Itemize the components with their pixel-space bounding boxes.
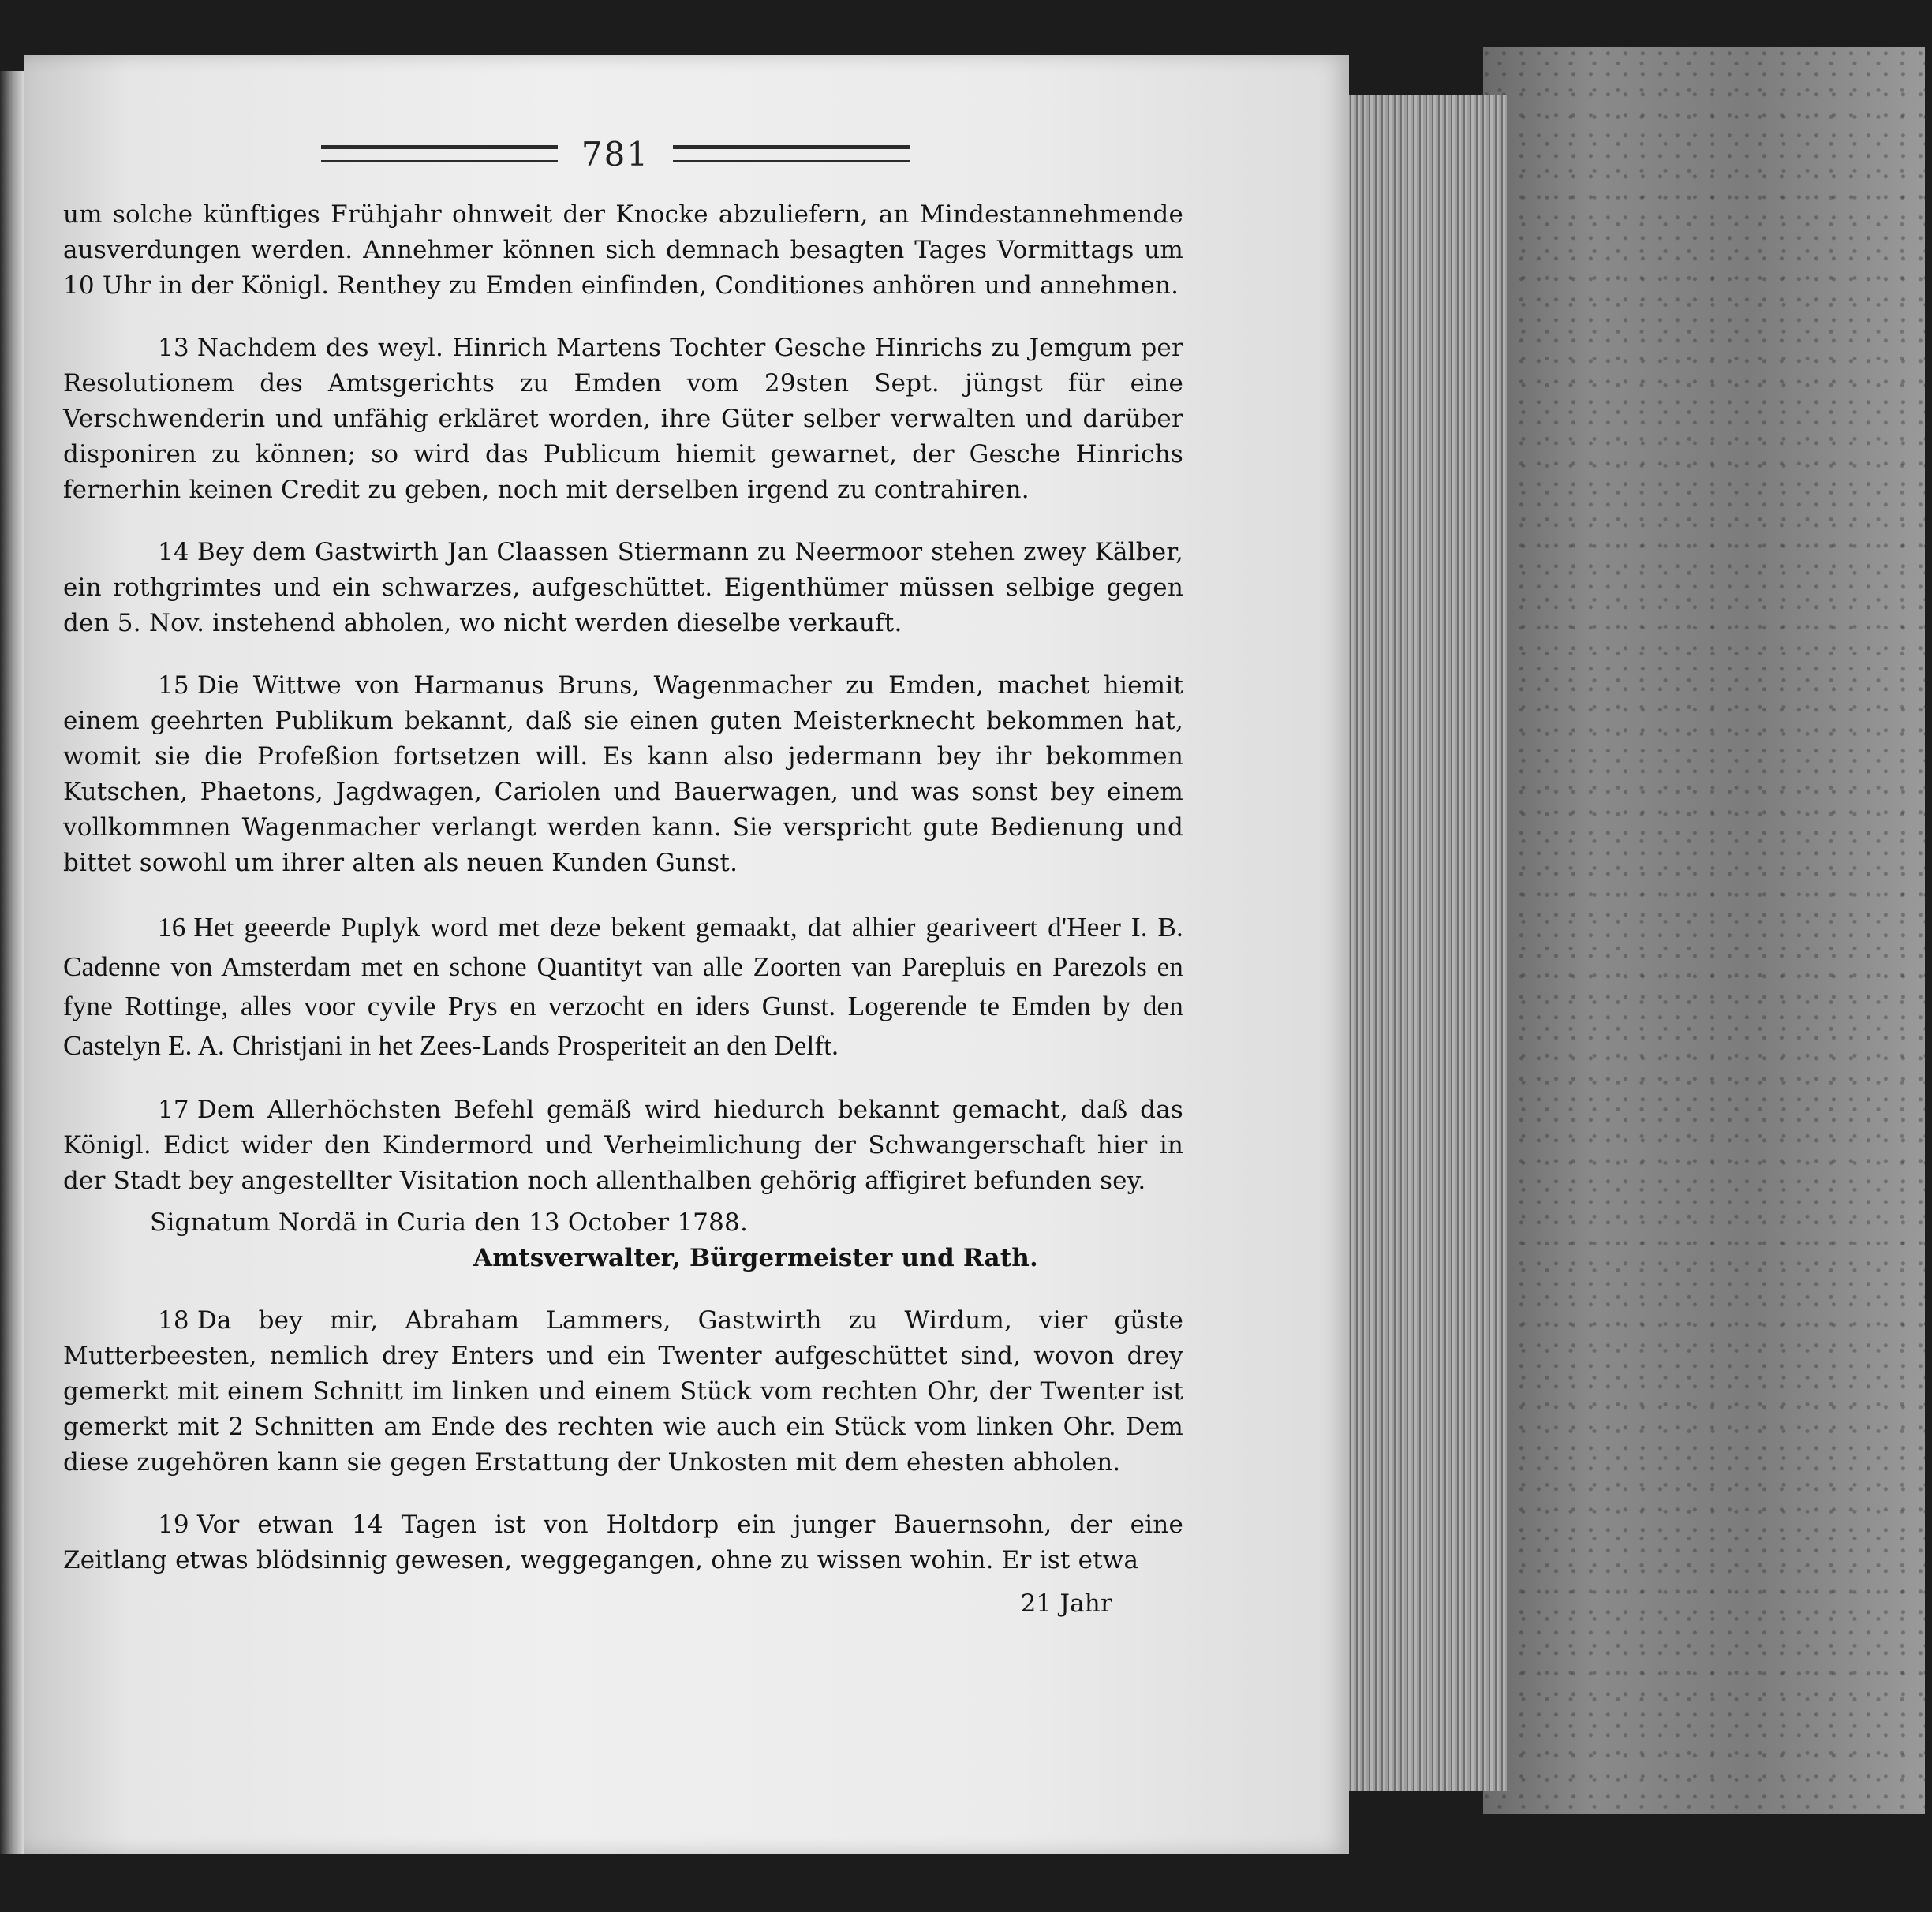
cover-texture [1483,47,1925,1814]
running-header [308,118,923,189]
notice-text: Nachdem des weyl. Hinrich Martens Tochter Gesche Hinrichs zu Jemgum per Resolutionem des Amtsgerichts zu Emden vom 29sten Sept. jüngst für eine Verschwenderin und unfähig erkläret worden, ihre Güter selber verwalten und darüber disponiren zu können; so wird das Publicum hiemit gewarnet, der Gesche Hinrichs fernerhin keinen Credit zu geben, noch mit derselben irgend zu contrahiren. [63,334,1183,504]
page-edges [1341,95,1507,1791]
notice-13 [63,330,1183,508]
notice-number: 18 [158,1306,189,1335]
notice-text: Die Wittwe von Harmanus Bruns, Wagenmacher zu Emden, machet hiemit einem geehrten Publikum bekannt, daß sie einen guten Meisterknecht bekommen hat, womit sie die Profeßion fortsetzen will. Es kann also jedermann bey ihr bekommen Kutschen, Phaetons, Jagdwagen, Cariolen und Bauerwagen, und was sonst bey einem vollkommnen Wagenmacher verlangt werden kann. Sie verspricht gute Bedienung und bittet sowohl um ihrer alten als neuen Kunden Gunst. [63,671,1183,877]
signature-authority: Amtsverwalter, Bürgermeister und Rath. [473,1244,1039,1272]
notice-number: 19 [158,1511,189,1539]
notice-number: 13 [158,334,189,362]
notice-text: Da bey mir, Abraham Lammers, Gastwirth zu Wirdum, vier güste Mutterbeesten, nemlich drey Enters und ein Twenter aufgeschüttet sind, wovon drey gemerkt mit einem Schnitt im linken und einem Stück vom rechten Ohr, der Twenter ist gemerkt mit 2 Schnitten am Ende des rechten wie auch ein Stück vom linken Ohr. Dem diese zugehören kann sie gegen Erstattung der Unkosten mit dem ehesten abholen. [63,1306,1183,1477]
notice-18 [63,1303,1183,1481]
notice-number: 14 [158,538,189,566]
notice-15 [63,668,1183,881]
notice-14 [63,535,1183,641]
page-number: 781 [581,134,650,174]
header-rule-left [321,145,558,162]
header-rule-right [673,145,910,162]
notice-text: um solche künftiges Frühjahr ohnweit der Knocke abzuliefern, an Mindestannehmende ausverdungen werden. Annehmer können sich demnach besagten Tages Vormittags um 10 Uhr in der Königl. Renthey zu Emden einfinden, Conditiones anhören und annehmen. [63,200,1183,300]
left-page-edge [0,71,24,1854]
notice-continuation [63,197,1183,304]
signature-date-line: Signatum Nordä in Curia den 13 October 1788. [150,1208,749,1237]
notice-19 [63,1507,1183,1578]
book-page [24,55,1349,1854]
notice-text: Bey dem Gastwirth Jan Claassen Stiermann zu Neermoor stehen zwey Kälber, ein rothgrimtes und ein schwarzes, aufgeschüttet. Eigenthümer müssen selbige gegen den 5. Nov. instehend abholen, wo nicht werden dieselbe verkauft. [63,538,1183,637]
notice-number: 16 [158,912,186,943]
notice-17 [63,1092,1183,1199]
notice-text: Dem Allerhöchsten Befehl gemäß wird hiedurch bekannt gemacht, daß das Königl. Edict wider den Kindermord und Verheimlichung der Schwangerschaft hier in der Stadt bey angestellter Visitation noch allenthalben gehörig affigiret befunden sey. [63,1096,1183,1195]
page-text [63,197,1183,1646]
catchword: 21 Jahr [1020,1589,1112,1618]
notice-text: Het geeerde Puplyk word met deze bekent gemaakt, dat alhier geariveert d'Heer I. B. Cadenne von Amsterdam met en schone Quantityt van alle Zoorten van Parepluis en Parezols en fyne Rottinge, alles voor cyvile Prys en verzocht en iders Gunst. Logerende te Emden by den Castelyn E. A. Christjani in het Zees-Lands Prosperiteit an den Delft. [63,912,1183,1061]
notice-text: Vor etwan 14 Tagen ist von Holtdorp ein junger Bauernsohn, der eine Zeitlang etwas blödsinnig gewesen, weggegangen, ohne zu wissen wohin. Er ist etwa [63,1511,1183,1574]
notice-16 [63,908,1183,1066]
book-cover [1483,47,1925,1814]
notice-number: 15 [158,671,189,700]
notice-number: 17 [158,1096,189,1124]
